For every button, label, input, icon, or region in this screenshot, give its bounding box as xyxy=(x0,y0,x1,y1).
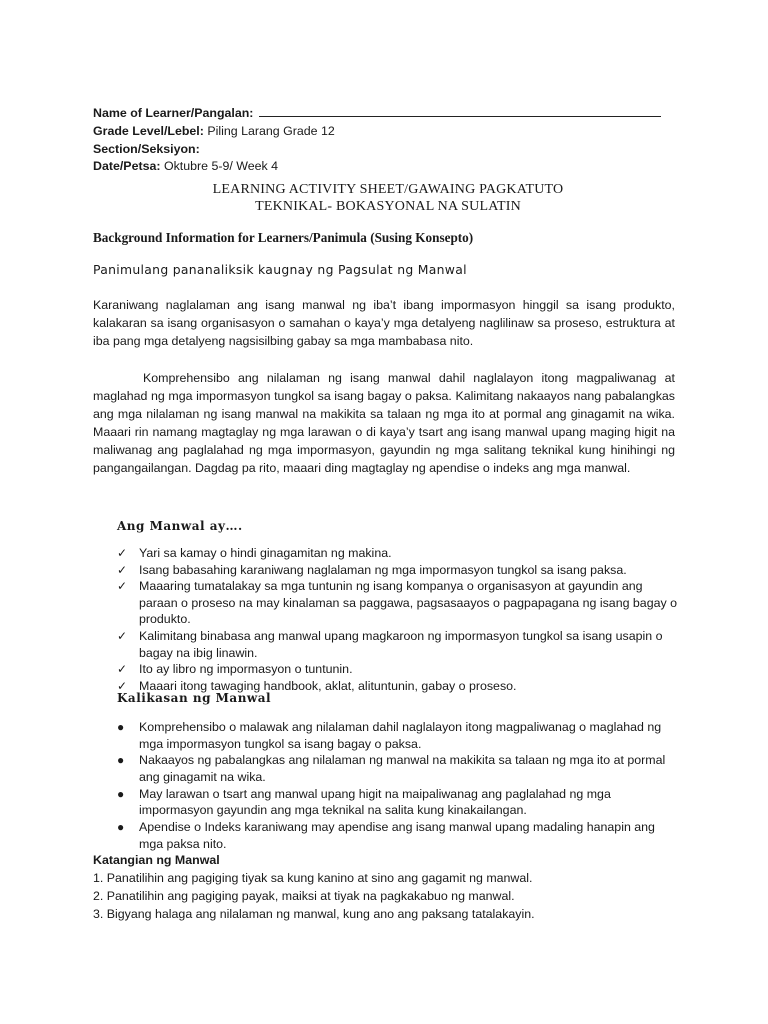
paragraph-2: Komprehensibo ang nilalaman ng isang manwal dahil naglalayon itong magpaliwanag at maglahad ng mga impormasyon tungkol sa isang bagay o paksa. Kalimitang nakaayos nang pabalangkas ang mga nilalaman ng isang manwal na makikita sa talaan ng mga ito at pormal ang ginagamit na wika. Maaari rin namang magtaglay ng mga larawan o di kaya’y tsart ang isang manwal upang maging higit na maliwanag ang paglalahad ng mga impormasyon, gayundin ng mga salitang teknikal kung hinihingi ng pangangailangan. Dagdag pa rito, maaari ding magtaglay ng apendise o indeks ang mga manwal. xyxy=(93,371,675,475)
paragraph-1: Karaniwang naglalaman ang isang manwal ng iba’t ibang impormasyon hinggil sa isang produkto, kalakaran sa isang organisasyon o samahan o kaya’y mga detalyeng naglilinaw sa proseso, estruktura at iba pang mga detalyeng nagsisilbing gabay sa mga mambabasa nito. xyxy=(93,298,675,348)
list-item: ● Komprehensibo o malawak ang nilalaman dahil naglalayon itong magpaliwanag o maglahad ng mga impormasyon tungkol sa isang bagay o paksa. xyxy=(117,720,662,751)
list-item: 1. Panatilihin ang pagiging tiyak sa kung kanino at sino ang gagamit ng manwal. xyxy=(93,871,533,885)
intro-heading: Panimulang pananaliksik kaugnay ng Pagsulat ng Manwal xyxy=(93,262,467,277)
checkmark-icon: ✓ xyxy=(117,678,128,693)
sheet-title: LEARNING ACTIVITY SHEET/GAWAING PAGKATUTO xyxy=(212,182,564,197)
kalikasan-list xyxy=(117,719,677,853)
name-blank xyxy=(259,104,661,117)
list-item: ✓ Yari sa kamay o hindi ginagamitan ng makina. xyxy=(117,546,392,560)
bullet-icon: ● xyxy=(117,720,125,734)
list-item: ✓ Maaari itong tawaging handbook, aklat, alituntunin, gabay o proseso. xyxy=(117,678,517,693)
date-label: Date/Petsa: xyxy=(93,159,161,174)
list-item: ● Apendise o Indeks karaniwang may apendise ang isang manwal upang madaling hanapin ang mga paksa nito. xyxy=(117,820,655,851)
list-item: ✓ Maaaring tumatalakay sa mga tuntunin ng isang kompanya o organisasyon at gayundin ang paraan o proseso na may kinalaman sa paggawa, pagsasaayos o pagpapagana ng isang bagay o produkto. xyxy=(117,579,678,627)
name-line xyxy=(93,104,683,123)
date-line xyxy=(93,158,683,176)
checkmark-icon: ✓ xyxy=(117,628,128,643)
bullet-icon: ● xyxy=(117,786,125,801)
list-item: ● Nakaayos ng pabalangkas ang nilalaman ng manwal na makikita sa talaan ng mga ito at pormal ang ginagamit na wika. xyxy=(117,753,666,784)
bullet-icon: ● xyxy=(117,820,125,835)
list-item: ✓ Kalimitang binabasa ang manwal upang magkaroon ng impormasyon tungkol sa isang usapin o bagay na ibig linawin. xyxy=(117,628,663,660)
checkmark-icon: ✓ xyxy=(117,562,128,577)
katangian-list xyxy=(93,870,535,923)
grade-label: Grade Level/Lebel: xyxy=(93,123,204,138)
manwal-ay-list xyxy=(117,545,677,694)
bullet-icon: ● xyxy=(117,753,125,768)
katangian-heading: Katangian ng Manwal xyxy=(93,853,220,867)
list-item: 2. Panatilihin ang pagiging payak, maiksi at tiyak na pagkakabuo ng manwal. xyxy=(93,888,515,903)
section-label: Section/Seksiyon: xyxy=(93,141,200,156)
checkmark-icon: ✓ xyxy=(117,546,128,560)
section-line xyxy=(93,141,683,159)
checkmark-icon: ✓ xyxy=(117,662,128,677)
manwal-ay-heading: Ang Manwal ay…. xyxy=(117,519,243,533)
learner-info-header xyxy=(93,104,683,176)
kalikasan-heading: Kalikasan ng Manwal xyxy=(117,691,272,705)
sheet-subtitle: TEKNIKAL- BOKASYONAL NA SULATIN xyxy=(255,199,521,214)
name-label: Name of Learner/Pangalan: xyxy=(93,106,254,120)
checkmark-icon: ✓ xyxy=(117,579,128,594)
date-value: Oktubre 5-9/ Week 4 xyxy=(163,159,279,174)
grade-line xyxy=(93,123,683,141)
grade-value: Piling Larang Grade 12 xyxy=(207,123,335,138)
list-item: 3. Bigyang halaga ang nilalaman ng manwal, kung ano ang paksang tatalakayin. xyxy=(93,906,535,921)
list-item: ● May larawan o tsart ang manwal upang higit na maipaliwanag ang paglalahad ng mga impormasyon gayundin ang mga teknikal na salita kung kinakailangan. xyxy=(117,786,611,818)
list-item: ✓ Ito ay libro ng impormasyon o tuntunin. xyxy=(117,662,353,677)
list-item: ✓ Isang babasahing karaniwang naglalaman ng mga impormasyon tungkol sa isang paksa. xyxy=(117,562,627,577)
background-heading: Background Information for Learners/Panimula (Susing Konsepto) xyxy=(93,230,474,245)
